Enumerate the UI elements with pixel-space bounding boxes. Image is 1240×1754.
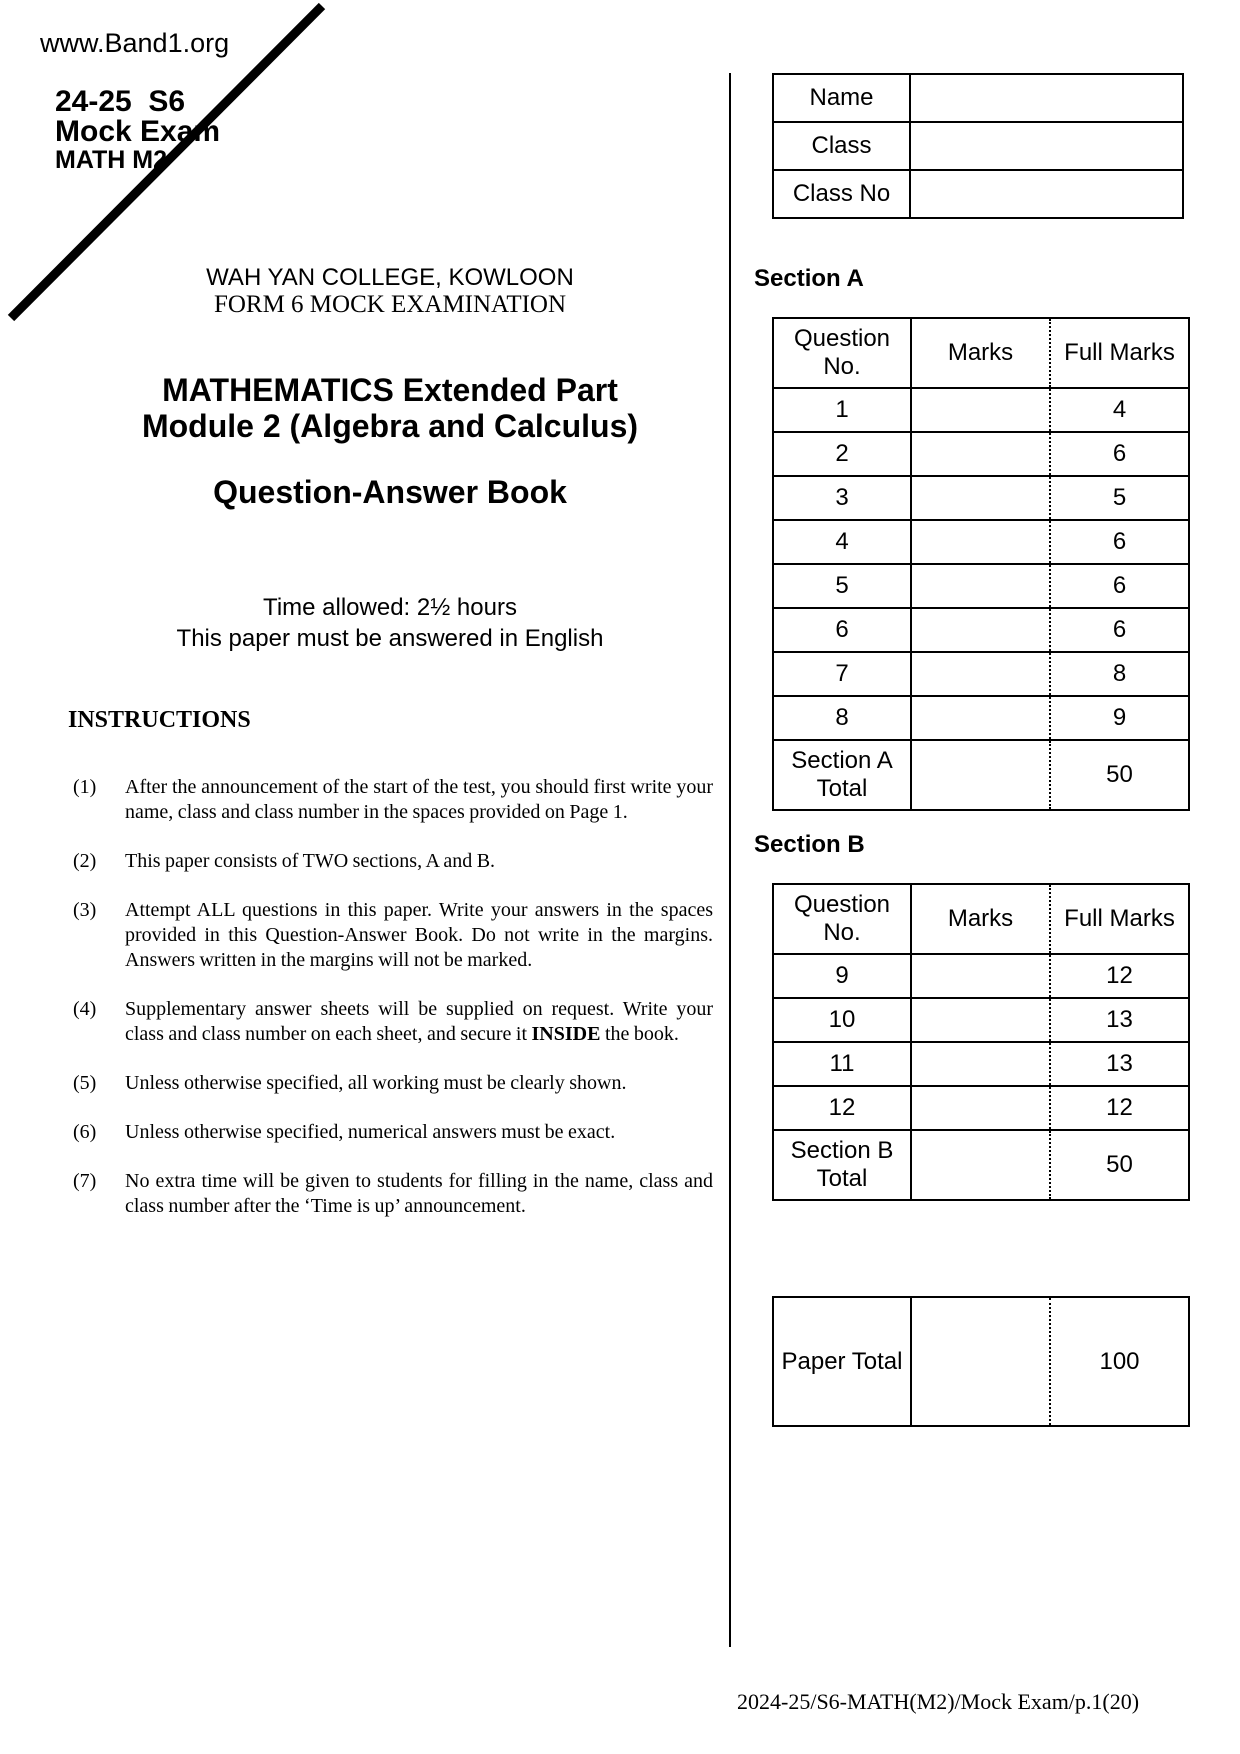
table-row [773, 696, 1189, 740]
column-header-full-marks: Full Marks [1050, 884, 1189, 954]
section-a-heading: Section A [754, 265, 864, 292]
instruction-item-5 [73, 1071, 713, 1096]
instruction-text: Unless otherwise specified, numerical answers must be exact. [125, 1121, 616, 1143]
corner-label-year: 24-25 S6 [55, 85, 186, 118]
language-note: This paper must be answered in English [176, 625, 604, 652]
marks-cell [911, 388, 1050, 432]
question-no: 3 [773, 476, 911, 520]
marks-cell [911, 432, 1050, 476]
instruction-text: This paper consists of TWO sections, A and B. [125, 850, 496, 872]
section-total-row [773, 740, 1189, 810]
full-marks-cell: 50 [1050, 1130, 1189, 1200]
page-footer-code: 2024-25/S6-MATH(M2)/Mock Exam/p.1(20) [737, 1689, 1140, 1714]
question-no: 5 [773, 564, 911, 608]
full-marks-cell: 5 [1050, 476, 1189, 520]
marks-cell [911, 564, 1050, 608]
book-subtitle: Question-Answer Book [213, 474, 567, 510]
instruction-item-3 [73, 898, 713, 973]
marks-cell [911, 608, 1050, 652]
full-marks-cell: 100 [1050, 1297, 1189, 1426]
full-marks-cell: 9 [1050, 696, 1189, 740]
table-row [773, 1042, 1189, 1086]
marks-cell [911, 520, 1050, 564]
table-header-row [773, 884, 1189, 954]
question-no: 1 [773, 388, 911, 432]
name-label: Name [773, 74, 910, 122]
marks-cell [911, 740, 1050, 810]
paper-title [50, 372, 730, 444]
question-no: 4 [773, 520, 911, 564]
column-header-question-no: Question No. [773, 884, 911, 954]
marks-cell [911, 954, 1050, 998]
paper-title-line1: MATHEMATICS Extended Part [162, 372, 618, 408]
paper-title-line2: Module 2 (Algebra and Calculus) [141, 408, 639, 444]
instruction-number: (1) [73, 776, 97, 798]
section-total-row [773, 1130, 1189, 1200]
marks-cell [911, 1086, 1050, 1130]
college-heading [50, 264, 730, 318]
instruction-item-1 [73, 775, 713, 825]
instruction-text: the book. [600, 1023, 679, 1045]
marks-cell [911, 696, 1050, 740]
table-row [773, 432, 1189, 476]
full-marks-cell: 6 [1050, 608, 1189, 652]
instructions-list [73, 775, 713, 1243]
instruction-text: No extra time will be given to students for filling in the name, class and class number after the ‘Time is up’ announcement. [125, 1170, 713, 1217]
instruction-number: (3) [73, 899, 97, 921]
column-header-marks: Marks [911, 318, 1050, 388]
marks-cell [911, 652, 1050, 696]
instruction-text-bold: INSIDE [531, 1023, 601, 1045]
class-no-field[interactable] [910, 170, 1183, 218]
class-no-label: Class No [773, 170, 910, 218]
question-no: 10 [773, 998, 911, 1042]
corner-label-mock-exam: Mock Exam [55, 115, 221, 148]
column-header-full-marks: Full Marks [1050, 318, 1189, 388]
section-b-total-label: Section B Total [773, 1130, 911, 1200]
full-marks-cell: 6 [1050, 520, 1189, 564]
instruction-number: (4) [73, 998, 97, 1020]
table-row [773, 388, 1189, 432]
college-name: WAH YAN COLLEGE, KOWLOON [206, 264, 574, 291]
table-row [773, 74, 1183, 122]
exam-name: FORM 6 MOCK EXAMINATION [213, 291, 567, 318]
name-field[interactable] [910, 74, 1183, 122]
table-row [773, 652, 1189, 696]
paper-total-table [772, 1296, 1190, 1427]
table-row [773, 170, 1183, 218]
instruction-number: (6) [73, 1121, 97, 1143]
full-marks-cell: 13 [1050, 998, 1189, 1042]
section-b-marks-table [772, 883, 1190, 1201]
instruction-item-2 [73, 849, 713, 874]
column-header-marks: Marks [911, 884, 1050, 954]
instruction-item-7 [73, 1169, 713, 1219]
student-info-table [772, 73, 1184, 219]
question-no: 11 [773, 1042, 911, 1086]
full-marks-cell: 6 [1050, 432, 1189, 476]
table-row [773, 954, 1189, 998]
full-marks-cell: 12 [1050, 954, 1189, 998]
paper-total-label: Paper Total [773, 1297, 911, 1426]
time-allowed-block [50, 592, 730, 654]
question-no: 7 [773, 652, 911, 696]
instruction-number: (7) [73, 1170, 97, 1192]
full-marks-cell: 4 [1050, 388, 1189, 432]
full-marks-cell: 50 [1050, 740, 1189, 810]
class-label: Class [773, 122, 910, 170]
question-no: 6 [773, 608, 911, 652]
marks-cell [911, 476, 1050, 520]
full-marks-cell: 13 [1050, 1042, 1189, 1086]
table-header-row [773, 318, 1189, 388]
table-row [773, 520, 1189, 564]
section-a-total-label: Section A Total [773, 740, 911, 810]
class-field[interactable] [910, 122, 1183, 170]
question-no: 2 [773, 432, 911, 476]
question-no: 9 [773, 954, 911, 998]
instruction-text: Unless otherwise specified, all working must be clearly shown. [125, 1072, 627, 1094]
table-row [773, 1086, 1189, 1130]
paper-total-row [773, 1297, 1189, 1426]
instruction-text: Attempt ALL questions in this paper. Write your answers in the spaces provided in this Question-Answer Book. Do not write in the margins. Answers written in the margins will not be marked. [125, 899, 713, 971]
table-row [773, 122, 1183, 170]
question-no: 12 [773, 1086, 911, 1130]
instruction-item-4 [73, 997, 713, 1047]
corner-label-subject: MATH M2 [55, 146, 168, 174]
instruction-number: (2) [73, 850, 97, 872]
section-a-marks-table [772, 317, 1190, 811]
full-marks-cell: 6 [1050, 564, 1189, 608]
marks-cell [911, 1042, 1050, 1086]
instruction-number: (5) [73, 1072, 97, 1094]
exam-corner-label [55, 86, 220, 174]
watermark-url: www.Band1.org [40, 28, 230, 58]
table-row [773, 476, 1189, 520]
section-b-heading: Section B [754, 831, 865, 858]
table-row [773, 608, 1189, 652]
instructions-heading: INSTRUCTIONS [68, 707, 251, 733]
marks-cell [911, 998, 1050, 1042]
marks-cell [911, 1297, 1050, 1426]
instruction-text: After the announcement of the start of the test, you should first write your name, class and class number in the spaces provided on Page 1. [125, 776, 713, 823]
table-row [773, 998, 1189, 1042]
question-no: 8 [773, 696, 911, 740]
time-allowed: Time allowed: 2½ hours [263, 594, 517, 621]
column-header-question-no: Question No. [773, 318, 911, 388]
instruction-item-6 [73, 1120, 713, 1145]
marks-cell [911, 1130, 1050, 1200]
full-marks-cell: 12 [1050, 1086, 1189, 1130]
table-row [773, 564, 1189, 608]
full-marks-cell: 8 [1050, 652, 1189, 696]
instruction-text: Supplementary answer sheets will be supplied on request. Write your class and class number on each sheet, and secure it [125, 998, 713, 1045]
